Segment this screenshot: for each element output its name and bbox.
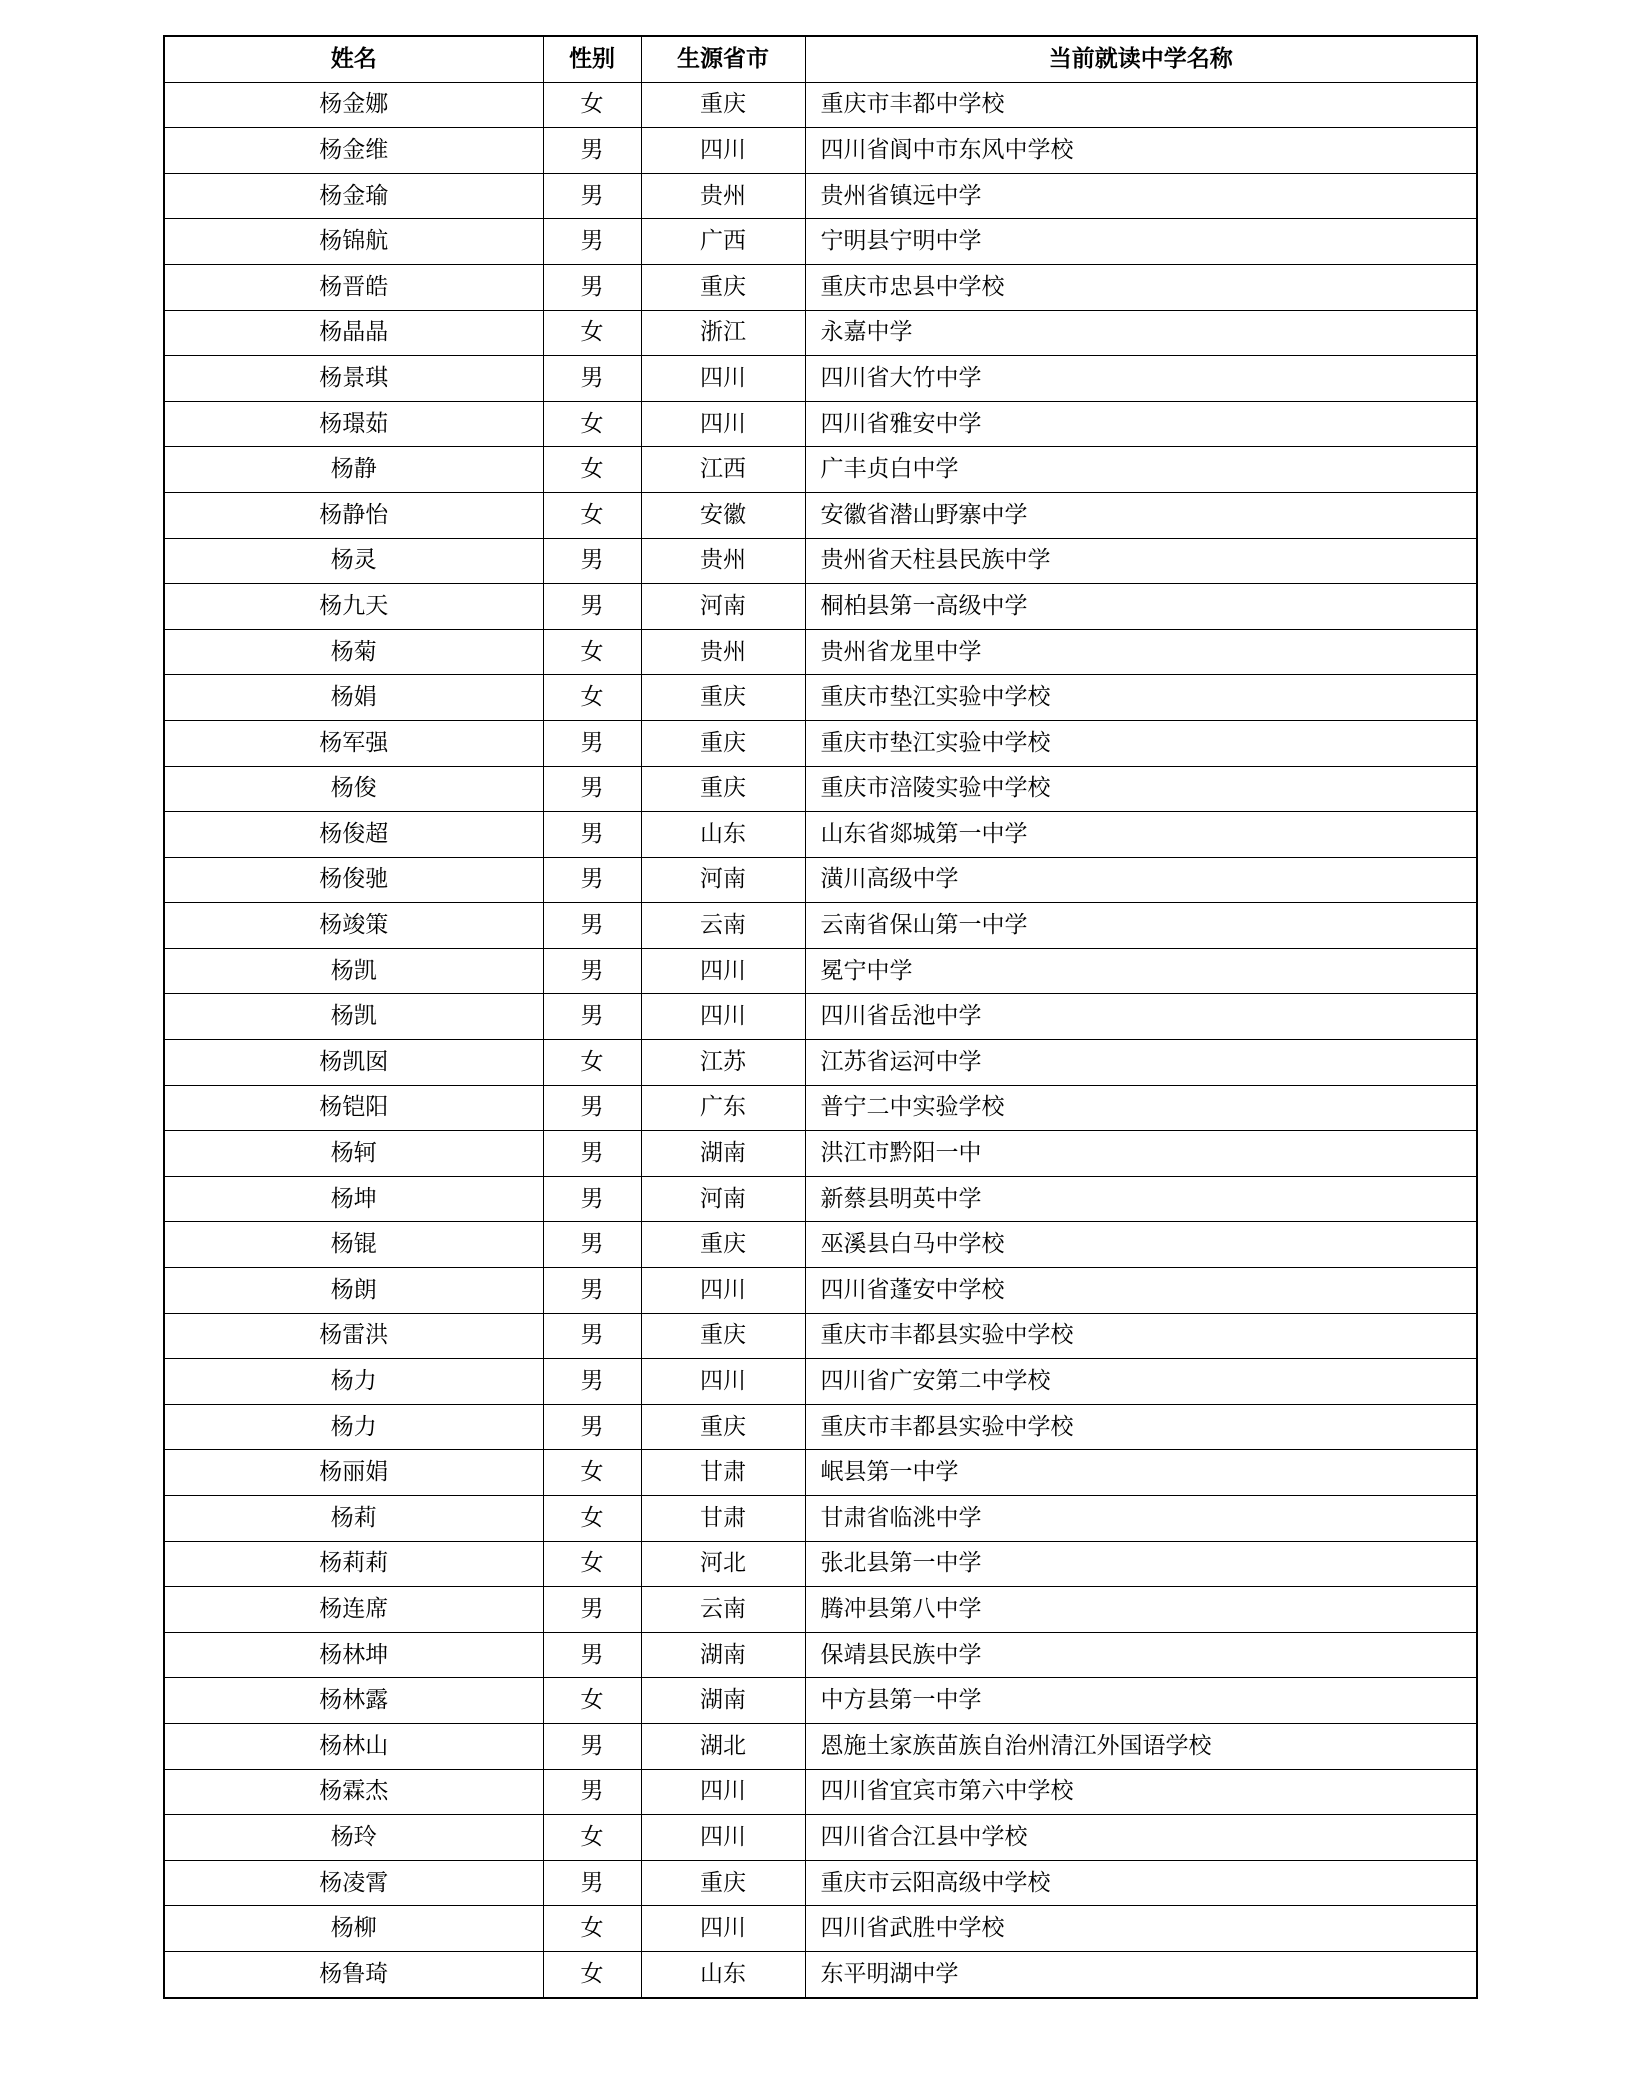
table-row <box>164 994 1477 1040</box>
cell-gender: 女 <box>543 447 641 493</box>
cell-gender: 女 <box>543 492 641 538</box>
cell-name: 杨林山 <box>164 1723 543 1769</box>
cell-name: 杨晋皓 <box>164 264 543 310</box>
cell-gender: 男 <box>543 264 641 310</box>
cell-school: 中方县第一中学 <box>805 1678 1477 1724</box>
cell-province: 湖北 <box>641 1723 805 1769</box>
header-school: 当前就读中学名称 <box>805 36 1477 82</box>
cell-province: 河南 <box>641 584 805 630</box>
cell-gender: 男 <box>543 1268 641 1314</box>
table-row <box>164 1541 1477 1587</box>
cell-school: 四川省蓬安中学校 <box>805 1268 1477 1314</box>
cell-name: 杨柳 <box>164 1906 543 1952</box>
table-row <box>164 356 1477 402</box>
cell-name: 杨雷洪 <box>164 1313 543 1359</box>
cell-gender: 男 <box>543 1222 641 1268</box>
cell-school: 洪江市黔阳一中 <box>805 1131 1477 1177</box>
cell-province: 山东 <box>641 1951 805 1997</box>
cell-province: 贵州 <box>641 173 805 219</box>
cell-name: 杨璟茹 <box>164 401 543 447</box>
cell-school: 四川省岳池中学 <box>805 994 1477 1040</box>
table-row <box>164 310 1477 356</box>
table-body <box>164 82 1477 1997</box>
cell-province: 四川 <box>641 1359 805 1405</box>
cell-province: 湖南 <box>641 1632 805 1678</box>
cell-school: 四川省武胜中学校 <box>805 1906 1477 1952</box>
cell-province: 重庆 <box>641 1313 805 1359</box>
cell-gender: 男 <box>543 1313 641 1359</box>
cell-school: 重庆市云阳高级中学校 <box>805 1860 1477 1906</box>
table-row <box>164 584 1477 630</box>
cell-school: 岷县第一中学 <box>805 1450 1477 1496</box>
table-row <box>164 766 1477 812</box>
cell-school: 张北县第一中学 <box>805 1541 1477 1587</box>
table-row <box>164 720 1477 766</box>
cell-name: 杨玲 <box>164 1815 543 1861</box>
cell-province: 重庆 <box>641 675 805 721</box>
cell-name: 杨铠阳 <box>164 1085 543 1131</box>
cell-name: 杨霖杰 <box>164 1769 543 1815</box>
table-row <box>164 1222 1477 1268</box>
cell-name: 杨朗 <box>164 1268 543 1314</box>
cell-school: 重庆市丰都县实验中学校 <box>805 1313 1477 1359</box>
cell-school: 贵州省天柱县民族中学 <box>805 538 1477 584</box>
cell-gender: 女 <box>543 1541 641 1587</box>
table-row <box>164 675 1477 721</box>
cell-name: 杨俊超 <box>164 812 543 858</box>
cell-province: 重庆 <box>641 1404 805 1450</box>
cell-name: 杨金娜 <box>164 82 543 128</box>
cell-gender: 男 <box>543 766 641 812</box>
cell-gender: 男 <box>543 903 641 949</box>
table-row <box>164 1131 1477 1177</box>
cell-name: 杨连席 <box>164 1587 543 1633</box>
cell-province: 重庆 <box>641 720 805 766</box>
cell-school: 新蔡县明英中学 <box>805 1176 1477 1222</box>
table-row <box>164 447 1477 493</box>
cell-gender: 男 <box>543 1176 641 1222</box>
cell-name: 杨凯囡 <box>164 1040 543 1086</box>
cell-province: 贵州 <box>641 538 805 584</box>
cell-gender: 男 <box>543 1632 641 1678</box>
cell-gender: 女 <box>543 1678 641 1724</box>
cell-school: 巫溪县白马中学校 <box>805 1222 1477 1268</box>
cell-province: 山东 <box>641 812 805 858</box>
table-row <box>164 1951 1477 1997</box>
header-name: 姓名 <box>164 36 543 82</box>
cell-gender: 男 <box>543 1769 641 1815</box>
cell-gender: 男 <box>543 356 641 402</box>
table-row <box>164 173 1477 219</box>
table-row <box>164 1268 1477 1314</box>
student-roster-table <box>163 35 1478 1999</box>
cell-school: 潢川高级中学 <box>805 857 1477 903</box>
table-row <box>164 948 1477 994</box>
table-row <box>164 401 1477 447</box>
cell-gender: 男 <box>543 1404 641 1450</box>
cell-province: 四川 <box>641 994 805 1040</box>
cell-school: 冕宁中学 <box>805 948 1477 994</box>
cell-gender: 女 <box>543 310 641 356</box>
table-row <box>164 264 1477 310</box>
table-header-row <box>164 36 1477 82</box>
cell-school: 四川省大竹中学 <box>805 356 1477 402</box>
cell-name: 杨莉 <box>164 1496 543 1542</box>
table-row <box>164 1040 1477 1086</box>
cell-name: 杨景琪 <box>164 356 543 402</box>
cell-school: 四川省合江县中学校 <box>805 1815 1477 1861</box>
cell-name: 杨竣策 <box>164 903 543 949</box>
cell-name: 杨莉莉 <box>164 1541 543 1587</box>
cell-school: 四川省广安第二中学校 <box>805 1359 1477 1405</box>
cell-gender: 女 <box>543 82 641 128</box>
cell-school: 广丰贞白中学 <box>805 447 1477 493</box>
cell-name: 杨娟 <box>164 675 543 721</box>
table-row <box>164 1313 1477 1359</box>
table-row <box>164 538 1477 584</box>
cell-name: 杨轲 <box>164 1131 543 1177</box>
cell-province: 江苏 <box>641 1040 805 1086</box>
cell-name: 杨俊 <box>164 766 543 812</box>
cell-gender: 女 <box>543 1040 641 1086</box>
cell-school: 四川省雅安中学 <box>805 401 1477 447</box>
cell-province: 四川 <box>641 128 805 174</box>
cell-gender: 男 <box>543 584 641 630</box>
cell-province: 重庆 <box>641 766 805 812</box>
cell-province: 四川 <box>641 948 805 994</box>
cell-school: 永嘉中学 <box>805 310 1477 356</box>
cell-gender: 男 <box>543 812 641 858</box>
cell-school: 云南省保山第一中学 <box>805 903 1477 949</box>
cell-school: 安徽省潜山野寨中学 <box>805 492 1477 538</box>
cell-gender: 男 <box>543 173 641 219</box>
cell-name: 杨金维 <box>164 128 543 174</box>
cell-province: 广西 <box>641 219 805 265</box>
cell-gender: 男 <box>543 1085 641 1131</box>
cell-name: 杨凌霄 <box>164 1860 543 1906</box>
cell-gender: 女 <box>543 1496 641 1542</box>
cell-name: 杨菊 <box>164 629 543 675</box>
cell-province: 重庆 <box>641 264 805 310</box>
table-row <box>164 1632 1477 1678</box>
cell-school: 重庆市垫江实验中学校 <box>805 675 1477 721</box>
cell-name: 杨晶晶 <box>164 310 543 356</box>
table-row <box>164 1723 1477 1769</box>
cell-province: 甘肃 <box>641 1450 805 1496</box>
table-row <box>164 1404 1477 1450</box>
cell-name: 杨锦航 <box>164 219 543 265</box>
table-row <box>164 1906 1477 1952</box>
table-row <box>164 1450 1477 1496</box>
cell-name: 杨凯 <box>164 994 543 1040</box>
header-gender: 性别 <box>543 36 641 82</box>
cell-gender: 男 <box>543 1359 641 1405</box>
cell-school: 重庆市忠县中学校 <box>805 264 1477 310</box>
cell-gender: 男 <box>543 720 641 766</box>
cell-gender: 男 <box>543 538 641 584</box>
table-row <box>164 1176 1477 1222</box>
cell-gender: 男 <box>543 1860 641 1906</box>
cell-school: 重庆市垫江实验中学校 <box>805 720 1477 766</box>
header-province: 生源省市 <box>641 36 805 82</box>
cell-school: 四川省宜宾市第六中学校 <box>805 1769 1477 1815</box>
cell-gender: 女 <box>543 401 641 447</box>
cell-school: 桐柏县第一高级中学 <box>805 584 1477 630</box>
cell-school: 四川省阆中市东风中学校 <box>805 128 1477 174</box>
table-row <box>164 1359 1477 1405</box>
cell-gender: 男 <box>543 1587 641 1633</box>
cell-province: 四川 <box>641 1815 805 1861</box>
cell-name: 杨九天 <box>164 584 543 630</box>
cell-name: 杨力 <box>164 1359 543 1405</box>
cell-province: 四川 <box>641 1769 805 1815</box>
cell-gender: 女 <box>543 629 641 675</box>
cell-name: 杨金瑜 <box>164 173 543 219</box>
cell-province: 河南 <box>641 1176 805 1222</box>
cell-province: 四川 <box>641 401 805 447</box>
cell-gender: 男 <box>543 1723 641 1769</box>
table-row <box>164 812 1477 858</box>
cell-gender: 男 <box>543 948 641 994</box>
cell-name: 杨静 <box>164 447 543 493</box>
cell-school: 重庆市丰都县实验中学校 <box>805 1404 1477 1450</box>
cell-name: 杨锟 <box>164 1222 543 1268</box>
cell-school: 甘肃省临洮中学 <box>805 1496 1477 1542</box>
cell-province: 四川 <box>641 1906 805 1952</box>
cell-province: 四川 <box>641 356 805 402</box>
cell-school: 恩施土家族苗族自治州清江外国语学校 <box>805 1723 1477 1769</box>
cell-gender: 女 <box>543 1450 641 1496</box>
cell-school: 山东省郯城第一中学 <box>805 812 1477 858</box>
table-row <box>164 1815 1477 1861</box>
table-row <box>164 629 1477 675</box>
cell-gender: 男 <box>543 219 641 265</box>
cell-name: 杨鲁琦 <box>164 1951 543 1997</box>
cell-school: 重庆市丰都中学校 <box>805 82 1477 128</box>
cell-gender: 女 <box>543 675 641 721</box>
cell-name: 杨凯 <box>164 948 543 994</box>
cell-province: 江西 <box>641 447 805 493</box>
table-row <box>164 1860 1477 1906</box>
cell-name: 杨静怡 <box>164 492 543 538</box>
cell-province: 重庆 <box>641 1860 805 1906</box>
table-row <box>164 219 1477 265</box>
table-row <box>164 1496 1477 1542</box>
cell-province: 广东 <box>641 1085 805 1131</box>
table-row <box>164 128 1477 174</box>
cell-province: 湖南 <box>641 1678 805 1724</box>
cell-gender: 女 <box>543 1951 641 1997</box>
cell-name: 杨灵 <box>164 538 543 584</box>
cell-gender: 男 <box>543 128 641 174</box>
cell-school: 东平明湖中学 <box>805 1951 1477 1997</box>
cell-name: 杨林坤 <box>164 1632 543 1678</box>
cell-name: 杨力 <box>164 1404 543 1450</box>
cell-name: 杨坤 <box>164 1176 543 1222</box>
cell-gender: 男 <box>543 994 641 1040</box>
cell-school: 宁明县宁明中学 <box>805 219 1477 265</box>
table-row <box>164 857 1477 903</box>
cell-province: 湖南 <box>641 1131 805 1177</box>
table-row <box>164 1769 1477 1815</box>
cell-name: 杨林露 <box>164 1678 543 1724</box>
cell-province: 浙江 <box>641 310 805 356</box>
cell-province: 河南 <box>641 857 805 903</box>
cell-province: 贵州 <box>641 629 805 675</box>
cell-province: 四川 <box>641 1268 805 1314</box>
cell-school: 腾冲县第八中学 <box>805 1587 1477 1633</box>
table-row <box>164 1587 1477 1633</box>
cell-gender: 女 <box>543 1906 641 1952</box>
cell-gender: 女 <box>543 1815 641 1861</box>
table-row <box>164 1085 1477 1131</box>
cell-province: 云南 <box>641 903 805 949</box>
cell-name: 杨俊驰 <box>164 857 543 903</box>
cell-province: 安徽 <box>641 492 805 538</box>
cell-school: 贵州省镇远中学 <box>805 173 1477 219</box>
table-row <box>164 492 1477 538</box>
cell-school: 贵州省龙里中学 <box>805 629 1477 675</box>
cell-school: 江苏省运河中学 <box>805 1040 1477 1086</box>
cell-school: 普宁二中实验学校 <box>805 1085 1477 1131</box>
table-row <box>164 903 1477 949</box>
cell-province: 重庆 <box>641 1222 805 1268</box>
cell-province: 河北 <box>641 1541 805 1587</box>
cell-name: 杨军强 <box>164 720 543 766</box>
cell-province: 云南 <box>641 1587 805 1633</box>
cell-school: 重庆市涪陵实验中学校 <box>805 766 1477 812</box>
cell-school: 保靖县民族中学 <box>805 1632 1477 1678</box>
cell-gender: 男 <box>543 1131 641 1177</box>
table-row <box>164 1678 1477 1724</box>
cell-gender: 男 <box>543 857 641 903</box>
table-row <box>164 82 1477 128</box>
cell-province: 重庆 <box>641 82 805 128</box>
cell-name: 杨丽娟 <box>164 1450 543 1496</box>
cell-province: 甘肃 <box>641 1496 805 1542</box>
